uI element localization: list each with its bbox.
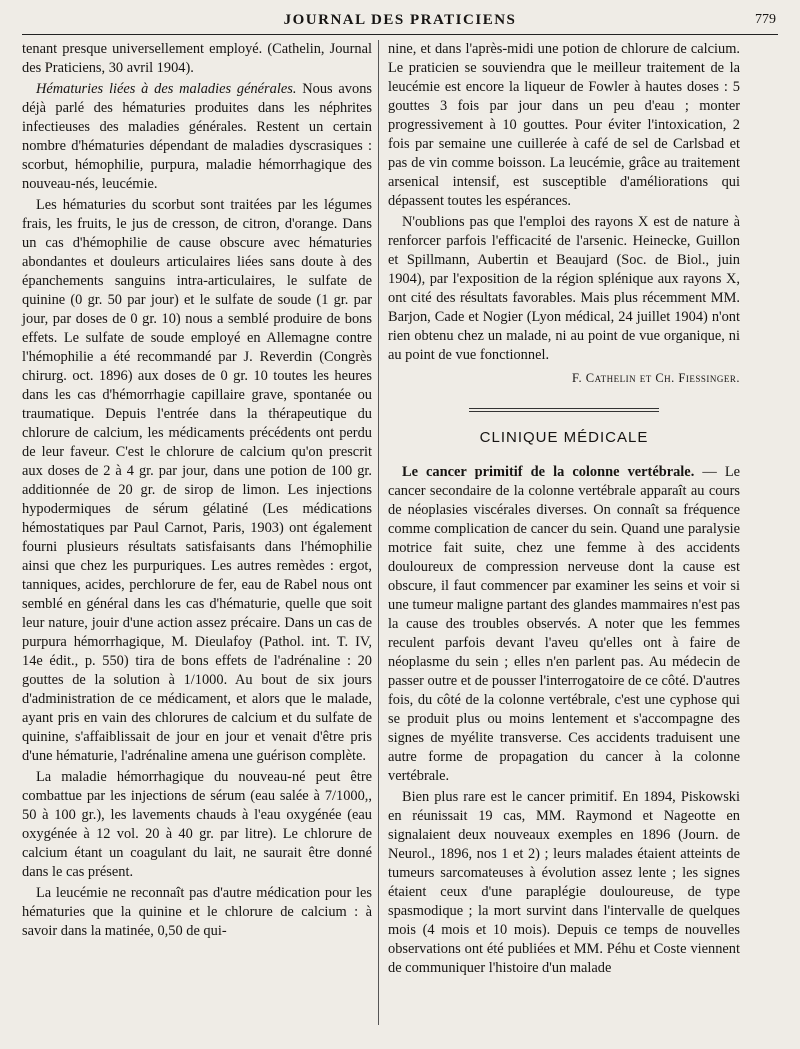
page-header [22, 10, 778, 35]
article-heading: Le cancer primitif de la colonne vertébrale. [402, 464, 695, 480]
author-signature: F. Cathelin et Ch. Fiessinger. [572, 371, 740, 385]
paragraph-leucemie-continued: nine, et dans l'après-midi une potion de chlorure de calcium. Le praticien se souviendra que le meilleur traitement de la leucémie est encore la liqueur de Fowler à hautes doses : 5 gouttes 3 fois par jour dans un peu d'eau ; monter progressivement à 10 gouttes. Pour éviter l'intoxication, 2 fois par semaine une cuillerée à café de sel de Carlsbad et pas de vin comme boisson. La leucémie, grâce au traitement arsenical intensif, est susceptible d'améliorations qui dépassent toutes les espérances. [388, 41, 740, 209]
page-number: 779 [755, 12, 776, 27]
left-column [22, 40, 372, 941]
column-divider [378, 40, 379, 1025]
running-title: JOURNAL DES PRATICIENS [283, 12, 517, 28]
section-divider [469, 408, 659, 412]
paragraph-heading: Hématuries liées à des maladies générales. [36, 81, 297, 97]
paragraph-scorbut-hemophilie: Les hématuries du scorbut sont traitées par les légumes frais, les fruits, le jus de cresson, de citron, d'orange. Dans un cas d'hémophilie de cause obscure avec hématuries abondantes et douleurs articulaires liées sans doute à des épanchements sanguins intra-articulaires, le sulfate de quinine (0 gr. 50 par jour) et le sulfate de soude (1 gr. par jour, par doses de 0 gr. 10) nous a semblé produire de bons effets. Le sulfate de soude employé en Allemagne contre l'hémophilie a été recommandé par J. Reverdin (Congrès chirurg. oct. 1896) aux doses de 0 gr. 10 toutes les heures dans les cas d'hémorrhagie capillaire grave, spontanée ou traumatique. Depuis l'entrée dans la thérapeutique du chlorure de calcium, les médicaments précédents ont perdu de leur faveur. C'est le chlorure de calcium qu'on prescrit aux doses de 2 à 4 gr. par jour, dans une potion de 100 gr. additionnée de 20 gr. de sirop de limon. Les injections hypodermiques de sérum gélatiné (Les médications hémostatiques par Paul Carnot, Paris, 1903) ont également fourni plusieurs résultats satisfaisants dans l'hémophilie ainsi que chez les purpuriques. Les autres remèdes : ergot, tanniques, acides, perchlorure de fer, eau de Rabel nous ont semblé en général dans les cas d'hématurie, quelle que soit leur nature, jouir d'une action assez précaire. Dans un cas de purpura hémorrhagique, M. Dieulafoy (Pathol. int. T. IV, 14e édit., p. 550) tira de bons effets de l'adrénaline : 20 gouttes de la solution à 1/1000. Au bout de six jours d'administration de ce médicament, et alors que le malade, ayant pris en vain des chlorures de calcium et du sulfate de quinine, s'affaiblissait de jour en jour et venait d'être pris d'une hématurie, l'adrénaline amena une guérison complète. [22, 197, 372, 764]
paragraph-body: Nous avons déjà parlé des hématuries produites dans les néphrites infectieuses des maladies générales. Restent un certain nombre d'hématuries dépendant de maladies dyscrasiques : scorbut, hémophilie, purpura, maladie hémorrhagique des nouveau-nés, leucémie. [22, 81, 372, 192]
section-title: CLINIQUE MÉDICALE [479, 429, 649, 446]
paragraph-body: — Le cancer secondaire de la colonne vertébrale apparaît au cours de néoplasies viscérales diverses. On connaît sa fréquence comme complication de cancer du sein. Quand une paralysie motrice fait suite, chez une femme à des accidents douloureux de compression nerveuse dont la cause est obscure, il faut commencer par examiner les seins et voir si une tumeur maligne partant des glandes mammaires n'est pas la cause des troubles observés. A noter que les femmes reculent parfois devant l'aveu qu'elles ont à faire de néoplasme du sein ; elles n'en parlent pas. Au médecin de passer outre et de pousser l'interrogatoire de ce côté. D'autres fois, du côté de la colonne vertébrale, c'est une cyphose qui se produit plus ou moins lentement et s'accompagne des signes de myélite transverse. Ces accidents traduisent une autre forme de propagation du cancer à la colonne vertébrale. [388, 464, 741, 784]
paragraph-hematuries-generales [22, 80, 372, 194]
paragraph-rayons-x: N'oublions pas que l'emploi des rayons X est de nature à renforcer parfois l'efficacité de l'arsenic. Heinecke, Guillon et Spillmann, Aubertin et Beaujard (Soc. de Biol., juin 1904), par l'exposition de la région splénique aux rayons X, ont cité des résultats favorables. Mais plus récemment MM. Barjon, Cade et Nogier (Lyon médical, 24 juillet 1904) n'ont rien obtenu chez un malade, ni au point de vue organique, ni au point de vue fonctionnel. [388, 214, 740, 363]
right-column [388, 40, 740, 978]
paragraph-cathelin-reference: tenant presque universellement employé. (Cathelin, Journal des Praticiens, 30 avril 1904). [22, 41, 372, 76]
paragraph-cancer-secondaire [388, 463, 740, 786]
paragraph-leucemie: La leucémie ne reconnaît pas d'autre médication pour les hématuries que la quinine et le chlorure de calcium : à savoir dans la matinée, 0,50 de qui- [22, 885, 372, 939]
paragraph-cancer-primitif: Bien plus rare est le cancer primitif. En 1894, Piskowski en réunissait 19 cas, MM. Raymond et Nageotte en signalaient deux nouveaux exemples en 1896 (Journ. de Neurol., 1896, nos 1 et 2) ; leurs malades étaient atteints de tumeurs sarcomateuses à évolution assez lente ; les signes étaient ceux d'une paraplégie douloureuse, de type spasmodique ; la mort survint dans l'intervalle de quelques mois (4 mois et 10 mois). Depuis ce temps de nouvelles observations ont été publiées et MM. Péhu et Coste viennent de communiquer l'histoire d'un malade [388, 789, 740, 976]
paragraph-nouveau-ne: La maladie hémorrhagique du nouveau-né peut être combattue par les injections de sérum (eau salée à 7/1000,, 50 à 100 gr.), les lavements chauds à l'eau oxygénée (eau oxygénée à 12 vol. 20 à 40 gr. par litre). Le chlorure de calcium étant un coagulant du lait, ne saurait être donné dans le cas présent. [22, 769, 372, 880]
